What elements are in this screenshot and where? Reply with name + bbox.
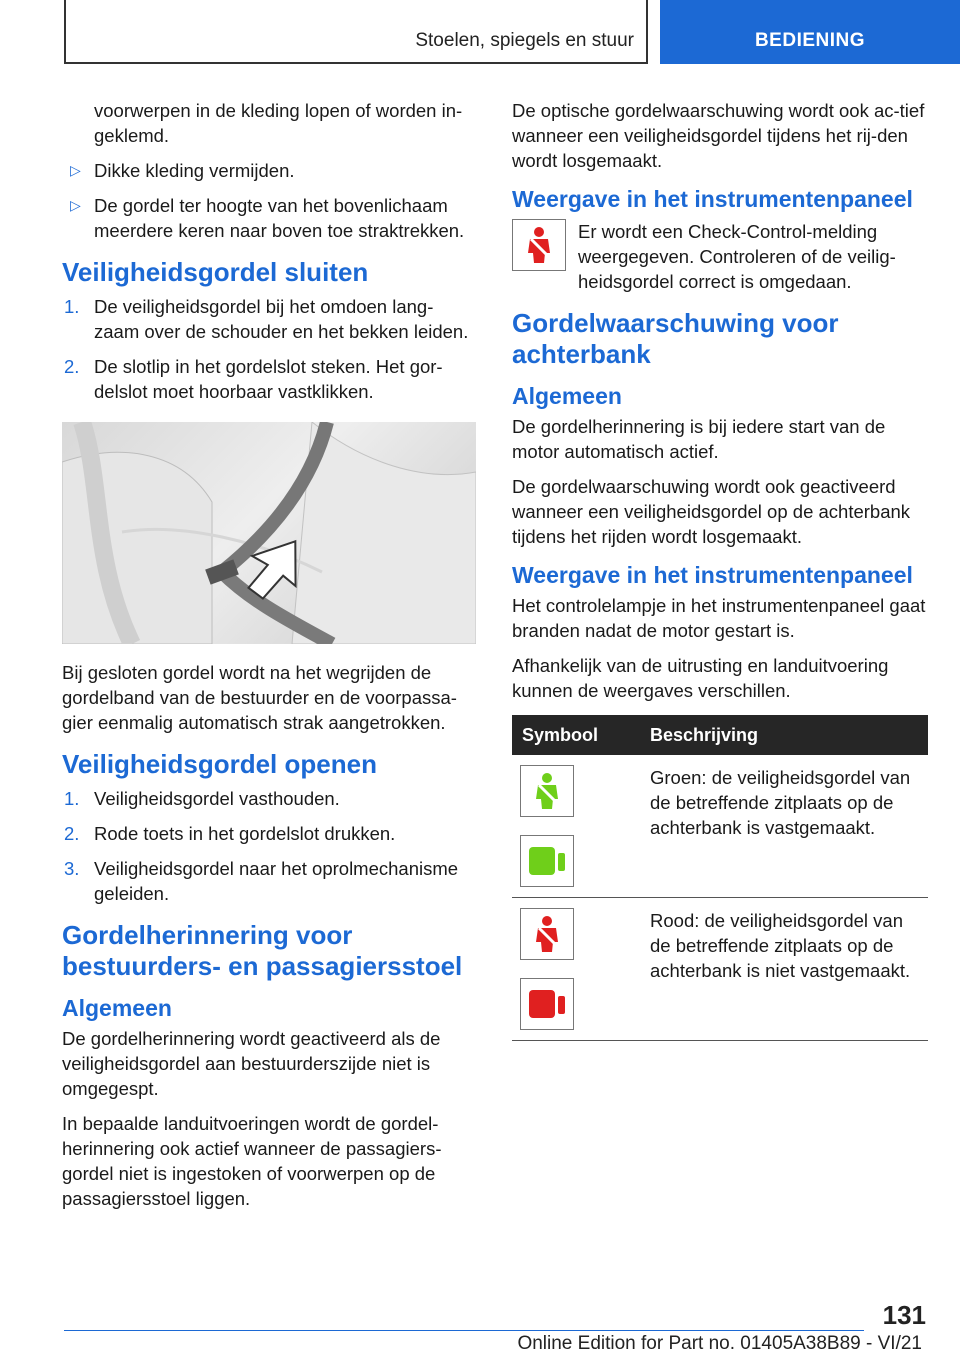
header-chapter-tab[interactable]: [660, 0, 960, 64]
rear-text-2: De gordelwaarschuwing wordt ook geactiveerd wanneer een veiligheidsgordel op de achterbank tijdens het rijden wordt losgemaakt.: [512, 476, 911, 547]
step-text: De slotlip in het gordelslot steken. Het gor-delslot moet hoorbaar vastklikken.: [94, 356, 443, 402]
description-cell: Rood: de veiligheidsgordel van de betreffende zitplaats op de achterbank is niet vastgemaakt.: [640, 898, 928, 1041]
step-item: [62, 294, 476, 344]
continued-text: voorwerpen in de kleding lopen of worden in-geklemd.: [94, 100, 463, 146]
step-text: Rode toets in het gordelslot drukken.: [94, 823, 396, 844]
bullet-item: [62, 193, 476, 243]
heading-fasten-belt: Veiligheidsgordel sluiten: [62, 257, 369, 287]
step-item: [62, 354, 476, 404]
seatbelt-warning-red-icon: [512, 219, 566, 271]
subheading-general: Algemeen: [62, 995, 172, 1021]
subheading-display: Weergave in het instrumentenpaneel: [512, 186, 913, 212]
step-item: [62, 821, 476, 846]
footer-divider: [64, 1330, 864, 1331]
rear-seat-red-icon: [520, 978, 574, 1030]
step-text: Veiligheidsgordel vasthouden.: [94, 788, 340, 809]
table-header-description: Beschrijving: [640, 715, 928, 755]
general-text-1: De gordelherinnering wordt geactiveerd als de veiligheidsgordel aan bestuurderszijde niet is omgegespt.: [62, 1028, 441, 1099]
table-row: [512, 898, 928, 1041]
footer-edition: Online Edition for Part no. 01405A38B89 - VI/21: [517, 1333, 922, 1354]
step-number: 1.: [64, 788, 80, 809]
header-section-box: [64, 0, 648, 64]
right-column: [512, 98, 926, 1041]
step-number: 1.: [64, 296, 80, 317]
step-text: De veiligheidsgordel bij het omdoen lang-zaam over de schouder en het bekken leiden.: [94, 296, 469, 342]
after-photo-text: Bij gesloten gordel wordt na het wegrijden de gordelband van de bestuurder en de voorpassa-gier eenmalig automatisch strak aangetrokken.: [62, 662, 457, 733]
seatbelt-illustration: [62, 422, 476, 644]
subheading-general: Algemeen: [512, 383, 622, 409]
lamp-text: Het controlelampje in het instrumentenpaneel gaat branden nadat de motor gestart is.: [512, 595, 926, 641]
seatbelt-red-icon: [520, 908, 574, 960]
seatbelt-green-icon: [520, 765, 574, 817]
table-header-row: [512, 715, 928, 755]
header-chapter-label: BEDIENING: [754, 30, 866, 51]
triangle-bullet-icon: ▷: [70, 197, 81, 213]
step-number: 2.: [64, 823, 80, 844]
subheading-display: Weergave in het instrumentenpaneel: [512, 562, 913, 588]
heading-open-belt: Veiligheidsgordel openen: [62, 749, 377, 779]
step-number: 3.: [64, 858, 80, 879]
page-number: 131: [882, 1300, 926, 1330]
general-text-2: In bepaalde landuitvoeringen wordt de gordel-herinnering ook actief wanneer de passagiers-gordel niet is ingestoken of voorwerpen op de passagiersstoel liggen.: [62, 1113, 442, 1209]
seatbelt-buckle-photo: [62, 422, 476, 644]
rear-text-1: De gordelherinnering is bij iedere start van de motor automatisch actief.: [512, 416, 886, 462]
step-item: [62, 786, 476, 811]
heading-belt-reminder: Gordelherinnering voor bestuurders- en passagiersstoel: [62, 920, 463, 981]
step-number: 2.: [64, 356, 80, 377]
header-section-title: Stoelen, spiegels en stuur: [415, 30, 634, 51]
bullet-text: Dikke kleding vermijden.: [94, 160, 295, 181]
table-header-symbol: Symbool: [512, 715, 640, 755]
optical-warning-text: De optische gordelwaarschuwing wordt ook ac-tief wanneer een veiligheidsgordel tijdens het rij-den wordt losgemaakt.: [512, 100, 925, 171]
symbol-cell: [512, 755, 640, 898]
depend-text: Afhankelijk van de uitrusting en landuitvoering kunnen de weergaves verschillen.: [512, 655, 889, 701]
description-cell: Groen: de veiligheidsgordel van de betreffende zitplaats op de achterbank is vastgemaakt.: [640, 755, 928, 898]
left-column: [62, 98, 476, 1221]
symbol-cell: [512, 898, 640, 1041]
bullet-item: [62, 158, 476, 183]
triangle-bullet-icon: ▷: [70, 162, 81, 178]
symbol-table: [512, 715, 928, 1041]
heading-rear-belt-warning: Gordelwaarschuwing voor achterbank: [512, 308, 839, 369]
bullet-text: De gordel ter hoogte van het bovenlichaam meerdere keren naar boven toe straktrekken.: [94, 195, 465, 241]
check-control-row: [512, 219, 926, 294]
check-control-text: Er wordt een Check-Control-melding weergegeven. Controleren of de veilig-heidsgordel correct is omgedaan.: [578, 221, 896, 292]
table-row: [512, 755, 928, 898]
step-item: [62, 856, 476, 906]
rear-seat-green-icon: [520, 835, 574, 887]
step-text: Veiligheidsgordel naar het oprolmechanisme geleiden.: [94, 858, 459, 904]
